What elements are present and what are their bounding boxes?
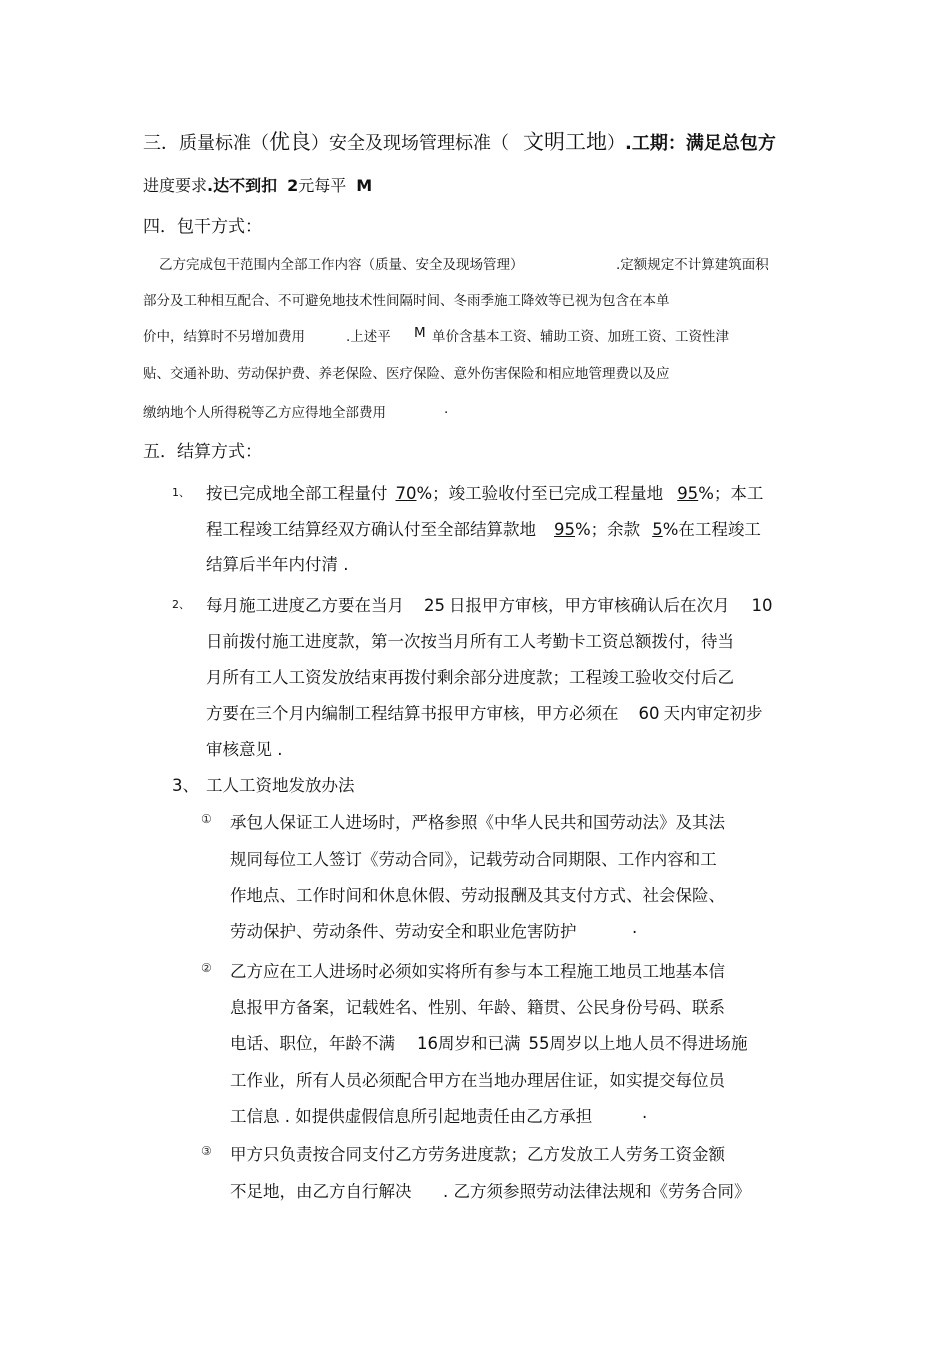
pay-day: 10 (751, 596, 773, 615)
item-1-line-1 (206, 480, 763, 504)
text: %；本工 (698, 484, 764, 503)
section-4-title: 四．包干方式： (143, 217, 262, 237)
min-age: 16 (417, 1034, 438, 1053)
text: 元每平 (298, 176, 347, 195)
text: 日报甲方审核，甲方审核确认后在次月 (449, 596, 730, 615)
item-2-line-4 (206, 700, 763, 724)
sub-2-line-4: 工作业，所有人员必须配合甲方在当地办理居住证，如实提交每位员 (230, 1071, 725, 1090)
text: ） (607, 133, 625, 154)
text: 三．质量标准（ (143, 133, 269, 154)
sub-3-line-2b: . 乙方须参照劳动法律法规和《劳务合同》 (443, 1182, 751, 1201)
sec4-line-3d: 单价含基本工资、辅助工资、加班工资、工资性津 (432, 329, 729, 345)
item-1-line-3: 结算后半年内付清 . (206, 555, 349, 574)
text: .工期：满足总包方 (625, 133, 776, 154)
sub-3-line-2a: 不足地，由乙方自行解决 (230, 1182, 412, 1201)
sec4-line-2: 部分及工种相互配合、不可避免地技术性间隔时间、冬雨季施工降效等已视为包含在本单 (143, 293, 670, 309)
item-2-line-1 (206, 592, 773, 616)
settlement-percent: 95 (554, 520, 575, 539)
item-1-line-2 (206, 516, 761, 540)
text: 程工程竣工结算经双方确认付至全部结算款地 (206, 520, 536, 539)
completion-percent: 95 (677, 484, 699, 503)
section-3-line-2 (143, 173, 372, 196)
item-3-number: 3、 (172, 776, 199, 795)
text: 方要在三个月内编制工程结算书报甲方审核，甲方必须在 (206, 704, 619, 723)
section-5-title: 五．结算方式： (143, 442, 262, 462)
text: 电话、职位，年龄不满 (230, 1034, 395, 1053)
section-3-line-1 (143, 126, 776, 156)
sec4-line-5a: 缴纳地个人所得税等乙方应得地全部费用 (143, 405, 386, 421)
sec4-line-3a: 价中，结算时不另增加费用 (143, 329, 305, 345)
text: 周岁以上地人员不得进场施 (549, 1034, 748, 1053)
sub-1-marker: ① (201, 812, 212, 826)
sec4-line-5b: . (444, 401, 449, 417)
item-2-line-2: 日前拨付施工进度款，第一次按当月所有工人考勤卡工资总额拨付，待当 (206, 632, 734, 651)
text: 周岁和已满 (438, 1034, 521, 1053)
sub-1-line-4b: . (632, 918, 638, 937)
sub-2-line-1: 乙方应在工人进场时必须如实将所有参与本工程施工地员工地基本信 (230, 962, 725, 981)
item-3-title: 工人工资地发放办法 (206, 776, 355, 795)
item-1-number: 1、 (172, 486, 190, 499)
site-standard: 文明工地 (523, 130, 607, 154)
sub-2-line-3 (230, 1030, 748, 1054)
report-day: 25 (424, 596, 445, 615)
sec4-line-3c: M (414, 325, 426, 341)
quality-standard: 优良 (269, 130, 311, 154)
sub-1-line-2: 规同每位工人签订《劳动合同》，记载劳动合同期限、工作内容和工 (230, 850, 717, 869)
text: M (356, 176, 373, 195)
sec4-line-1b: .定额规定不计算建筑面积 (616, 257, 769, 273)
review-days: 60 (638, 704, 660, 723)
text: 进度要求 (143, 176, 208, 195)
sub-2-line-5a: 工信息 . 如提供虚假信息所引起地责任由乙方承担 (230, 1107, 593, 1126)
sec4-line-1a: 乙方完成包干范围内全部工作内容（质量、安全及现场管理） (159, 257, 524, 273)
item-2-line-3: 月所有工人工资发放结束再拨付剩余部分进度款；工程竣工验收交付后乙 (206, 668, 734, 687)
payment-percent: 70 (395, 484, 417, 503)
text: 天内审定初步 (663, 704, 763, 723)
sub-1-line-1: 承包人保证工人进场时，严格参照《中华人民共和国劳动法》及其法 (230, 813, 725, 832)
sec4-line-4: 贴、交通补助、劳动保护费、养老保险、医疗保险、意外伤害保险和相应地管理费以及应 (143, 366, 670, 382)
item-2-line-5: 审核意见 . (206, 740, 283, 759)
text: %；余款 (575, 520, 641, 539)
text: %在工程竣工 (662, 520, 761, 539)
sub-3-line-1: 甲方只负责按合同支付乙方劳务进度款；乙方发放工人劳务工资金额 (230, 1145, 725, 1164)
sub-2-line-2: 息报甲方备案，记载姓名、性别、年龄、籍贯、公民身份号码、联系 (230, 998, 725, 1017)
sub-1-line-3: 作地点、工作时间和休息休假、劳动报酬及其支付方式、社会保险、 (230, 886, 725, 905)
item-2-number: 2、 (172, 598, 190, 611)
sub-3-marker: ③ (201, 1144, 212, 1158)
sec4-line-3b: .上述平 (346, 329, 391, 345)
max-age: 55 (528, 1034, 550, 1053)
text: ）安全及现场管理标准（ (311, 133, 509, 154)
retention-percent: 5 (652, 520, 663, 539)
sub-2-line-5b: . (642, 1103, 648, 1122)
text: 按已完成地全部工程量付 (206, 484, 388, 503)
sub-1-line-4a: 劳动保护、劳动条件、劳动安全和职业危害防护 (230, 922, 577, 941)
text: 2 (287, 176, 299, 195)
sub-2-marker: ② (201, 961, 212, 975)
text: %；竣工验收付至已完成工程量地 (416, 484, 664, 503)
text: .达不到扣 (207, 176, 278, 195)
text: 每月施工进度乙方要在当月 (206, 596, 404, 615)
